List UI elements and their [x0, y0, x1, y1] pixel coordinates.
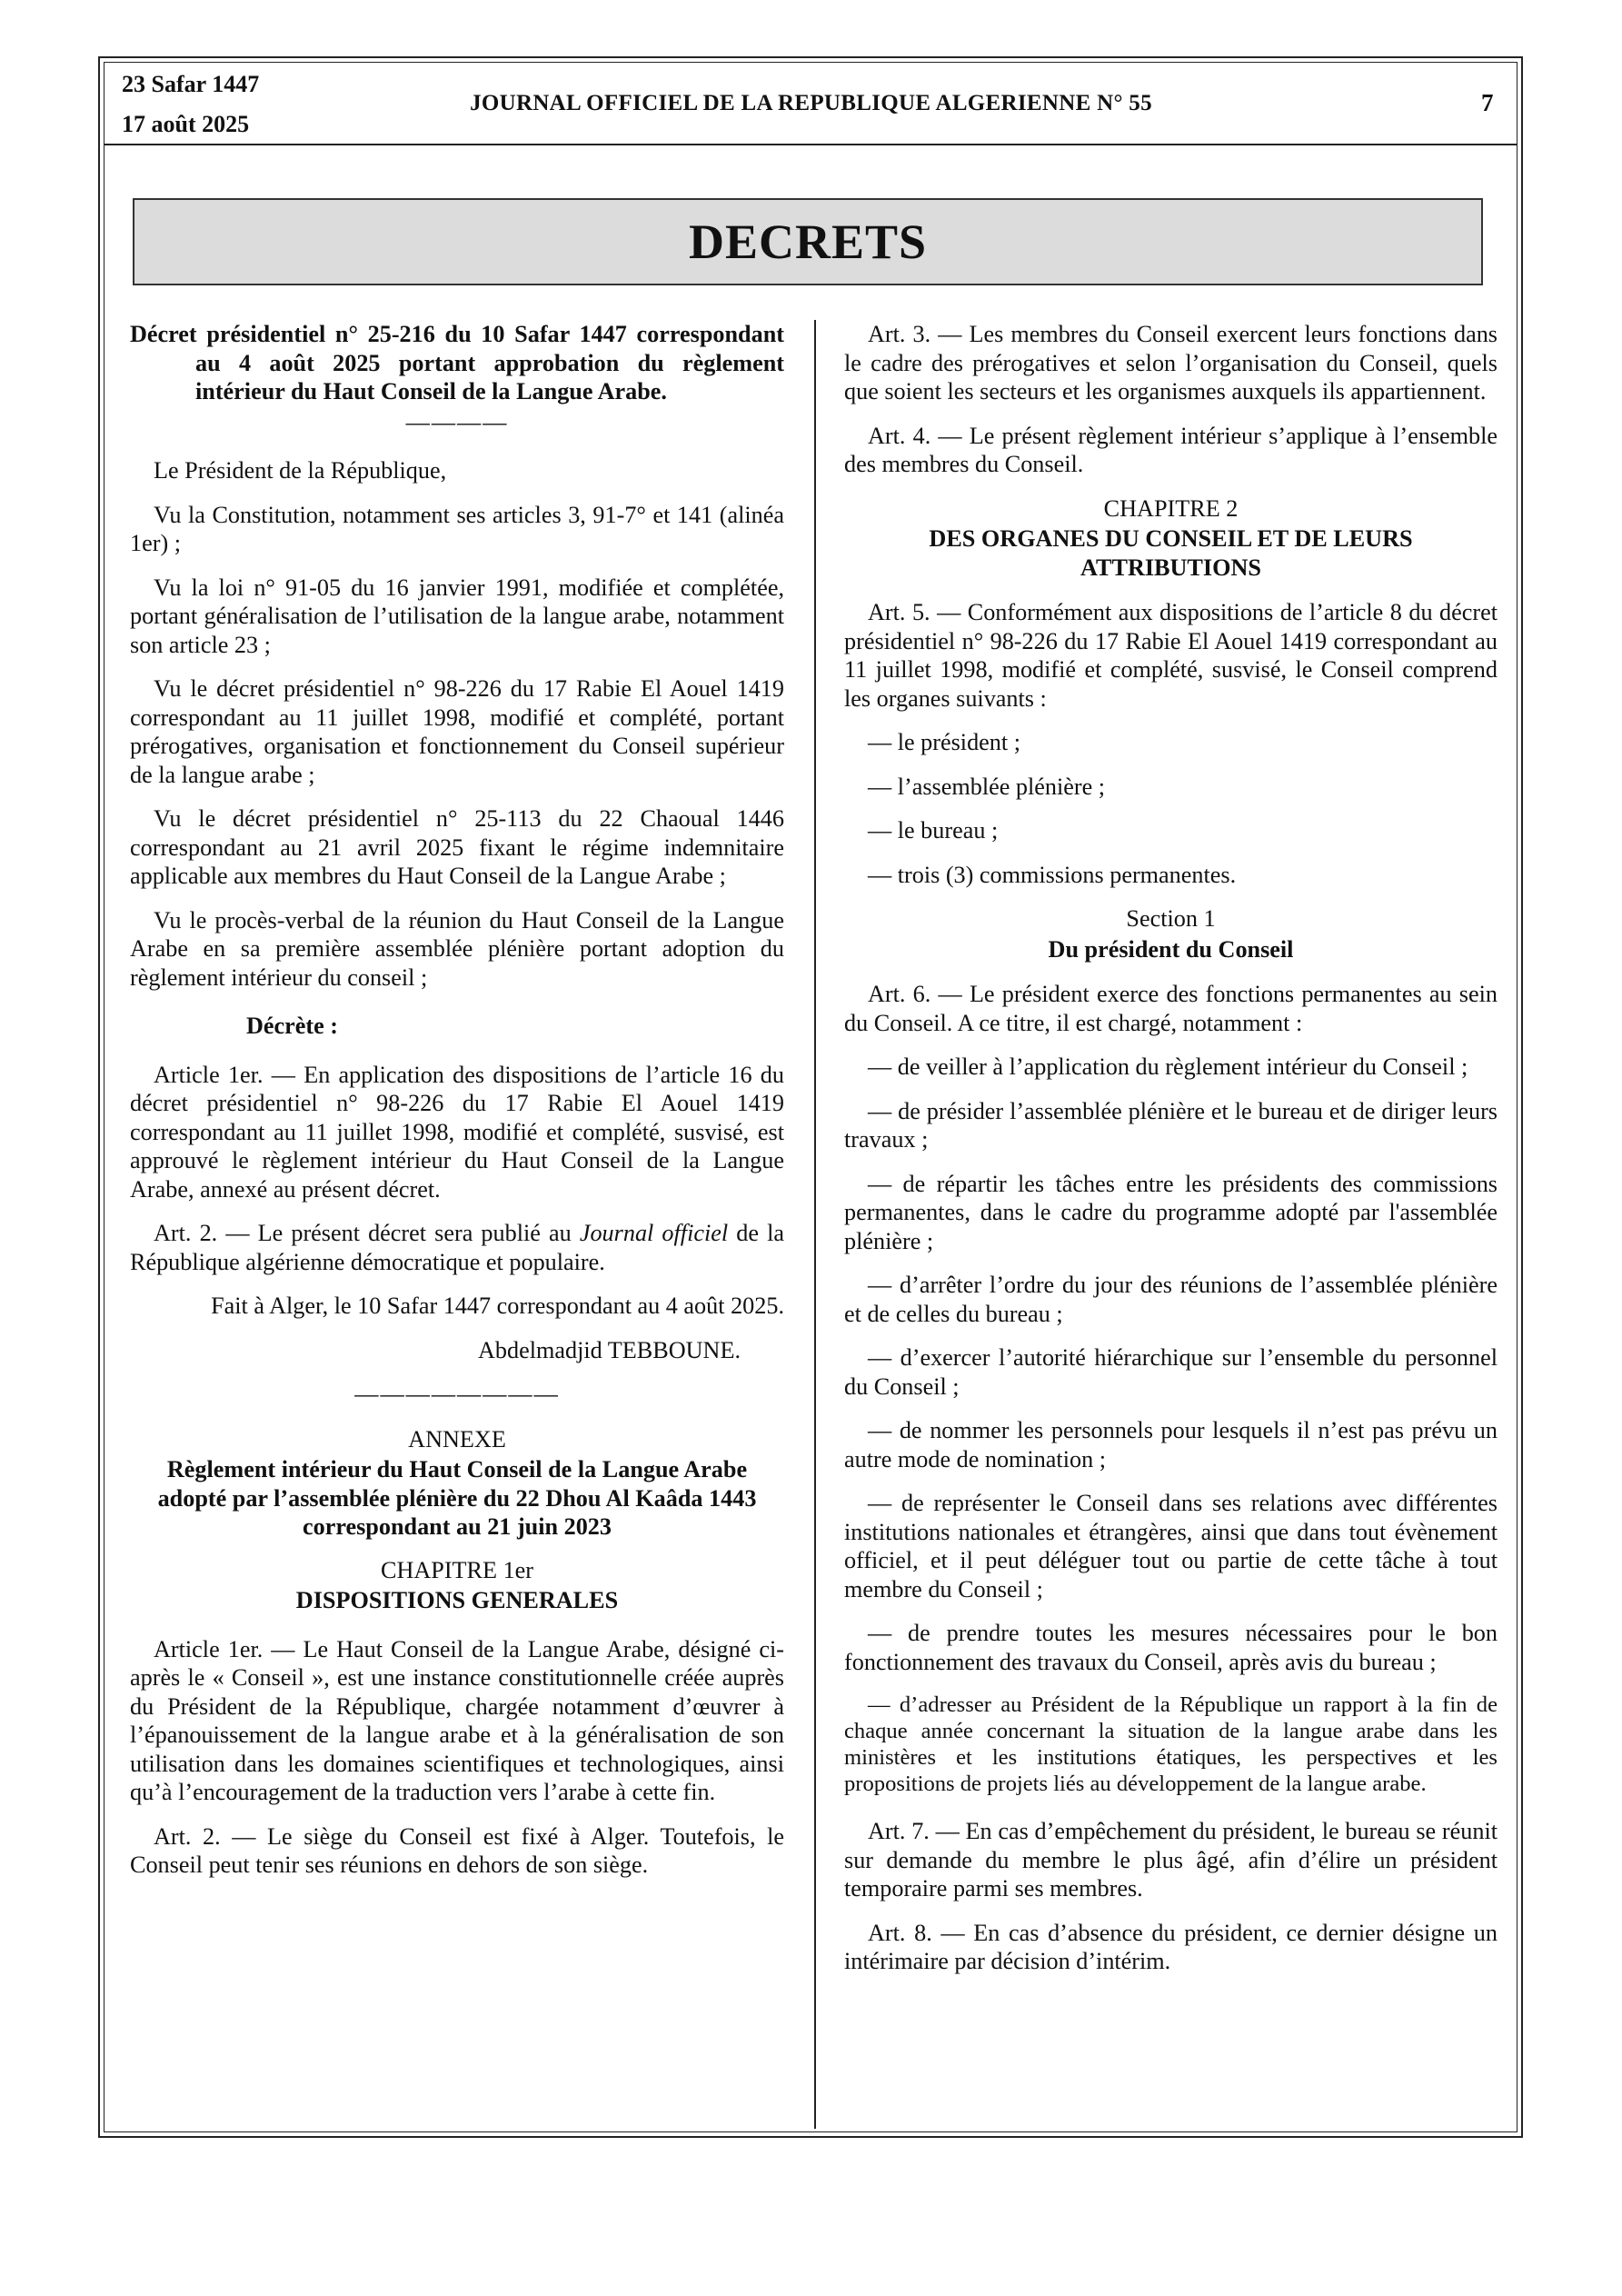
right-column: [844, 320, 1498, 1992]
organe-item: — le président ;: [868, 729, 1020, 755]
annexe-article-5: Art. 5. — Conformément aux dispositions de l’article 8 du décret présidentiel n° 98-226 du 17 Rabie El Aouel 1419 correspondant au 11 juillet 1998, modifié et complété, susvisé, le Conseil comprend les organes suivants :: [844, 599, 1498, 712]
separator: ————: [405, 408, 509, 435]
preamble-constitution: Vu la Constitution, notamment ses articles 3, 91-7° et 141 (alinéa 1er) ;: [130, 501, 784, 556]
header-date-gregorian: 17 août 2025: [122, 111, 250, 137]
header-date-hijri: 23 Safar 1447: [122, 71, 260, 97]
section-1-label: Section 1: [1126, 905, 1216, 932]
chapitre-2-title: DES ORGANES DU CONSEIL ET DE LEURS ATTRIBUTIONS: [929, 525, 1413, 581]
column-separator: [814, 320, 816, 2129]
header-rule: [104, 144, 1518, 145]
section-banner: [133, 198, 1483, 285]
duty-item: — d’adresser au Président de la République un rapport à la fin de chaque année concernant la situation de la langue arabe dans les ministères et les institutions étatiques, les perspectives et les propositions de projets liés au développement de la langue arabe.: [844, 1692, 1498, 1796]
section-banner-title: DECRETS: [688, 215, 928, 269]
duty-item: — d’exercer l’autorité hiérarchique sur l’ensemble du personnel du Conseil ;: [844, 1344, 1498, 1400]
journal-title: JOURNAL OFFICIEL DE LA REPUBLIQUE ALGERIENNE N° 55: [470, 91, 1152, 115]
fait-a-alger: Fait à Alger, le 10 Safar 1447 correspondant au 4 août 2025.: [211, 1293, 784, 1319]
annexe-article-3: Art. 3. — Les membres du Conseil exercent leurs fonctions dans le cadre des prérogatives et selon l’organisation du Conseil, quels que soient les secteurs et les organismes auxquels ils appartiennent.: [844, 321, 1498, 404]
decree-article-2: [130, 1219, 784, 1276]
organe-item: — l’assemblée plénière ;: [868, 773, 1106, 800]
decree-title-line1: Décret présidentiel n° 25-216 du 10 Safar 1447 correspondant: [130, 321, 784, 347]
art2-text-b: de la République algérienne démocratique et populaire.: [130, 1220, 784, 1275]
preamble-decret-98: Vu le décret présidentiel n° 98-226 du 17 Rabie El Aouel 1419 correspondant au 11 juillet 1998, modifié et complété, portant prérogatives, organisation et fonctionnement du Conseil supérieur de la langue arabe ;: [130, 675, 784, 788]
decree-title-rest: au 4 août 2025 portant approbation du règlement intérieur du Haut Conseil de la Langue Arabe.: [195, 349, 784, 404]
annexe-article-4: Art. 4. — Le présent règlement intérieur s’applique à l’ensemble des membres du Conseil.: [844, 422, 1498, 477]
duty-item: — de nommer les personnels pour lesquels il n’est pas prévu un autre mode de nomination ;: [844, 1417, 1498, 1472]
chapitre-1-title: DISPOSITIONS GENERALES: [295, 1587, 619, 1613]
chapitre-1-label: CHAPITRE 1er: [380, 1556, 534, 1583]
annexe-title: Règlement intérieur du Haut Conseil de la Langue Arabe adopté par l’assemblée plénière du 22 Dhou Al Kaâda 1443 correspondant au 21 juin 2023: [157, 1456, 757, 1540]
organe-item: — trois (3) commissions permanentes.: [868, 861, 1237, 888]
annexe-label: ANNEXE: [408, 1425, 506, 1452]
decree-title: [130, 320, 784, 406]
annexe-article-8: Art. 8. — En cas d’absence du président, ce dernier désigne un intérimaire par décision d’intérim.: [844, 1919, 1498, 1974]
decrete-heading: Décrète :: [246, 1013, 339, 1039]
art2-journal-officiel: Journal officiel: [579, 1220, 729, 1246]
duty-item: — de présider l’assemblée plénière et le bureau et de diriger leurs travaux ;: [844, 1097, 1498, 1153]
page-number: 7: [1481, 89, 1494, 116]
section-1-title: Du président du Conseil: [1048, 935, 1294, 963]
duty-item: — de répartir les tâches entre les présidents des commissions permanentes, dans le cadre du programme adopté par l'assemblée plénière ;: [844, 1170, 1498, 1254]
duty-item: — de prendre toutes les mesures nécessaires pour le bon fonctionnement des travaux du Conseil, après avis du bureau ;: [844, 1620, 1498, 1675]
annexe-article-2: Art. 2. — Le siège du Conseil est fixé à Alger. Toutefois, le Conseil peut tenir ses réunions en dehors de son siège.: [130, 1822, 784, 1878]
annexe-article-7: Art. 7. — En cas d’empêchement du président, le bureau se réunit sur demande du membre le plus âgé, afin d’élire un président temporaire parmi ses membres.: [844, 1818, 1498, 1902]
preamble-loi: Vu la loi n° 91-05 du 16 janvier 1991, modifiée et complétée, portant généralisation de l’utilisation de la langue arabe, notamment son article 23 ;: [130, 574, 784, 658]
decree-article-1: Article 1er. — En application des dispositions de l’article 16 du décret présidentiel n° 98-226 du 17 Rabie El Aouel 1419 correspondant au 11 juillet 1998, modifié et complété, susvisé, est approuvé le règlement intérieur du Haut Conseil de la Langue Arabe, annexé au présent décret.: [130, 1061, 784, 1203]
organe-item: — le bureau ;: [868, 817, 999, 844]
preamble-president: Le Président de la République,: [154, 457, 447, 484]
chapitre-2-label: CHAPITRE 2: [1103, 494, 1239, 522]
preamble-proces-verbal: Vu le procès-verbal de la réunion du Haut Conseil de la Langue Arabe en sa première assemblée plénière portant adoption du règlement intérieur du conseil ;: [130, 906, 784, 991]
annexe-article-6: Art. 6. — Le président exerce des fonctions permanentes au sein du Conseil. A ce titre, il est chargé, notamment :: [844, 981, 1498, 1036]
preamble-decret-25: Vu le décret présidentiel n° 25-113 du 22 Chaoual 1446 correspondant au 21 avril 2025 fixant le régime indemnitaire applicable aux membres du Haut Conseil de la Langue Arabe ;: [130, 805, 784, 889]
separator-2: ————————: [354, 1381, 560, 1407]
duty-item: — d’arrêter l’ordre du jour des réunions de l’assemblée plénière et de celles du bureau ;: [844, 1272, 1498, 1327]
duty-item: — de veiller à l’application du règlement intérieur du Conseil ;: [868, 1053, 1468, 1080]
annexe-article-1: Article 1er. — Le Haut Conseil de la Langue Arabe, désigné ci- après le « Conseil », est une instance constitutionnelle créée auprès du Président de la République, chargée notamment d’œuvrer à l’épanouissement de la langue arabe et à la généralisation de son utilisation dans les domaines scientifiques et technologiques, ainsi qu’à l’encouragement de la traduction vers l’arabe à cette fin.: [130, 1635, 784, 1805]
duty-item: — de représenter le Conseil dans ses relations avec différentes institutions nationales et étrangères, ainsi que dans tout évènement officiel, et il peut déléguer tout ou partie de cette tâche à tout membre du Conseil ;: [844, 1490, 1498, 1602]
art2-text-a: Art. 2. — Le présent décret sera publié au: [154, 1220, 580, 1246]
signature: Abdelmadjid TEBBOUNE.: [477, 1336, 741, 1363]
left-column: [130, 320, 784, 1895]
